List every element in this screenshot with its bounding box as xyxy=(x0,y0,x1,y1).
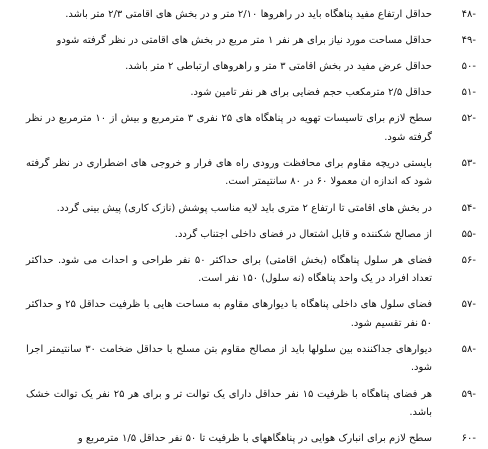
item-number: -۵۷ xyxy=(461,299,476,311)
item-text: در بخش های اقامتی تا ارتفاع ۲ متری باید لایه مناسب پوشش (نازک کاری) پیش بینی گردد. xyxy=(56,202,432,214)
item-text: سطح لازم برای انبارک هوایی در پناهگاههای با ظرفیت تا ۵۰ نفر حداقل ۱/۵ مترمربع و xyxy=(77,433,432,445)
list-item xyxy=(26,155,476,192)
item-number: -۶۰ xyxy=(461,433,476,445)
list-item xyxy=(26,296,476,333)
item-text: بایستی دریچه مقاوم برای محافظت ورودی راه های فرار و خروجی های اضطراری در نظر گرفته شود که اندازه ان معمولا ۶۰ در ۸۰ سانتیمتر است. xyxy=(26,157,432,188)
item-number: -۵۵ xyxy=(461,228,476,240)
item-text: حداقل مساحت مورد نیاز برای هر نفر ۱ متر مربع در بخش های اقامتی در نظر گرفته شودو xyxy=(56,35,432,47)
list-item xyxy=(26,6,476,25)
list-item xyxy=(26,32,476,51)
list-item xyxy=(26,200,476,219)
item-text: حداقل عرض مفید در بخش اقامتی ۳ متر و راهروهای ارتباطی ۲ متر باشد. xyxy=(125,61,432,73)
list-item xyxy=(26,252,476,289)
list-item xyxy=(26,430,476,449)
list-item xyxy=(26,58,476,77)
list-item xyxy=(26,84,476,103)
item-number: -۵۴ xyxy=(461,202,476,214)
item-number: -۵۰ xyxy=(461,61,476,73)
item-text: سطح لازم برای تاسیسات تهویه در پناهگاه های ۲۵ نفری ۳ مترمربع و بیش از ۱۰ مترمربع در نظر گرفته شود. xyxy=(26,113,432,143)
item-text: از مصالح شکننده و قابل اشتعال در فضای داخلی اجتناب گردد. xyxy=(174,228,432,240)
item-number: -۵۹ xyxy=(461,388,476,400)
item-number: -۴۹ xyxy=(461,35,476,47)
item-text: حداقل ارتفاع مفید پناهگاه باید در راهروها ۲/۱۰ متر و در بخش های اقامتی ۲/۳ متر باشد. xyxy=(65,9,432,20)
item-text: حداقل ۲/۵ مترمکعب حجم فضایی برای هر نفر تامین شود. xyxy=(190,87,432,99)
item-number: -۴۸ xyxy=(461,9,476,20)
list-item xyxy=(26,341,476,378)
item-text: دیوارهای جداکننده بین سلولها باید از مصالح مقاوم بتن مسلح با حداقل ضخامت ۳۰ سانتیمتر اجرا شود. xyxy=(26,343,432,374)
item-text: فضای هر سلول پناهگاه (بخش اقامتی) برای حداکثر ۵۰ نفر طراحی و احداث می شود. حداکثر تعداد افراد در یک واحد پناهگاه (نه سلول) ۱۵۰ نفر است. xyxy=(26,254,432,285)
item-number: -۵۲ xyxy=(461,113,476,125)
list-item xyxy=(26,386,476,423)
item-number: -۵۸ xyxy=(461,343,476,355)
item-text: هر فضای پناهگاه با ظرفیت ۱۵ نفر حداقل دارای یک توالت تر و برای هر ۲۵ نفر یک توالت خشک باشد. xyxy=(26,388,432,419)
item-number: -۵۱ xyxy=(461,87,476,99)
item-text: فضای سلول های داخلی پناهگاه با دیوارهای مقاوم به مساحت هایی با ظرفیت حداقل ۲۵ و حداکثر ۵۰ نفر تقسیم شود. xyxy=(26,299,432,329)
list-item xyxy=(26,226,476,245)
item-number: -۵۳ xyxy=(461,157,476,169)
list-item xyxy=(26,110,476,147)
item-number: -۵۶ xyxy=(461,254,476,266)
